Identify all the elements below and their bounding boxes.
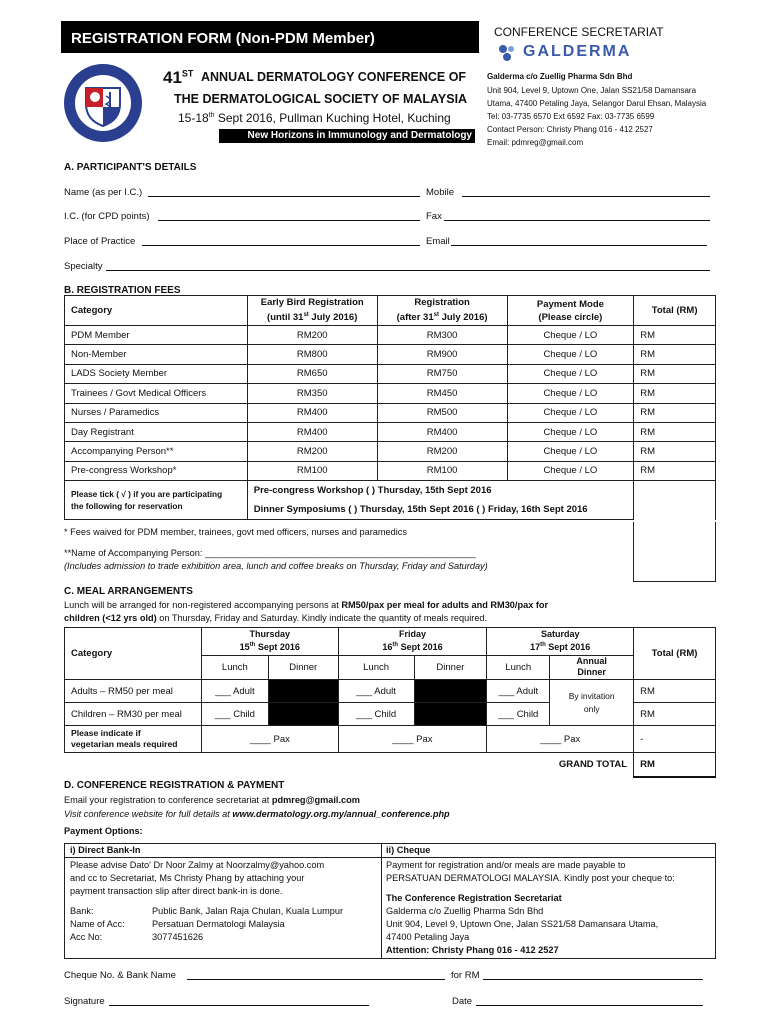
fee-row	[65, 442, 716, 461]
accompanying-name-field[interactable]: **Name of Accompanying Person: _____________________________________________________	[64, 548, 476, 558]
conference-number: 41ST	[163, 68, 194, 87]
ic-label: I.C. (for CPD points)	[64, 211, 150, 222]
fee-cell-mode[interactable]: Cheque / LO	[507, 364, 634, 383]
ic-field[interactable]	[158, 220, 420, 221]
cheque-no-field[interactable]	[187, 979, 445, 980]
fee-cell-reg: RM500	[377, 403, 507, 422]
fri-vegetarian-input[interactable]: ____ Pax	[338, 726, 487, 753]
fee-row	[65, 364, 716, 383]
fee-cell-early: RM800	[247, 345, 377, 364]
fee-cell-mode[interactable]: Cheque / LO	[507, 345, 634, 364]
fee-cell-reg: RM400	[377, 422, 507, 441]
conference-title-line1: ANNUAL DERMATOLOGY CONFERENCE OF	[201, 70, 467, 84]
fri-lunch-header: Lunch	[338, 655, 414, 679]
fee-cell-cat: PDM Member	[65, 326, 248, 345]
meal-col-friday: Friday 16th Sept 2016	[338, 628, 487, 656]
fee-cell-mode[interactable]: Cheque / LO	[507, 442, 634, 461]
fri-dinner-header: Dinner	[414, 655, 487, 679]
fee-cell-reg: RM750	[377, 364, 507, 383]
fee-cell-cat: Pre-congress Workshop*	[65, 461, 248, 480]
fee-cell-reg: RM100	[377, 461, 507, 480]
accompanying-note: (Includes admission to trade exhibition area, lunch and coffee breaks on Thursday, Friday and Saturday)	[64, 561, 488, 571]
secretariat-contact: Contact Person: Christy Phang 016 - 412 2527	[487, 125, 653, 134]
adults-total[interactable]: RM	[634, 680, 716, 703]
email-label: Email	[426, 236, 450, 247]
fee-row	[65, 403, 716, 422]
sat-adult-lunch-input[interactable]: ___ Adult	[487, 680, 550, 703]
grand-total-label: GRAND TOTAL	[65, 753, 634, 777]
adults-row-label: Adults – RM50 per meal	[65, 680, 202, 703]
cheque-box	[381, 843, 716, 959]
fee-cell-total[interactable]: RM	[634, 461, 716, 480]
cheque-instructions: Payment for registration and/or meals are made payable to PERSATUAN DERMATOLOGI MALAYSIA. Kindly post your cheque to:	[386, 860, 675, 883]
for-rm-field[interactable]	[483, 979, 703, 980]
fax-label: Fax	[426, 211, 442, 222]
bank-in-instructions: Please advise Dato' Dr Noor Zalmy at Noorzalmy@yahoo.com and cc to Secretariat, Ms Christy Phang by attaching your payment transaction slip after direct bank-in is done.	[70, 860, 325, 896]
children-row-label: Children – RM30 per meal	[65, 703, 202, 726]
sat-vegetarian-input[interactable]: ____ Pax	[487, 726, 634, 753]
direct-bank-in-box	[64, 843, 382, 959]
fee-row	[65, 345, 716, 364]
meal-col-category: Category	[65, 628, 202, 680]
fee-cell-total[interactable]: RM	[634, 384, 716, 403]
signature-label: Signature	[64, 996, 105, 1007]
annual-dinner-invite-note: By invitation only	[550, 680, 634, 726]
meals-table	[64, 627, 716, 778]
vegetarian-total: -	[634, 726, 716, 753]
section-b-heading: B. REGISTRATION FEES	[64, 285, 181, 296]
email-field[interactable]	[451, 245, 707, 246]
fee-cell-mode[interactable]: Cheque / LO	[507, 403, 634, 422]
fee-cell-total[interactable]: RM	[634, 442, 716, 461]
fee-cell-total[interactable]: RM	[634, 345, 716, 364]
sat-lunch-header: Lunch	[487, 655, 550, 679]
children-total[interactable]: RM	[634, 703, 716, 726]
fee-cell-reg: RM200	[377, 442, 507, 461]
fees-note-waived: * Fees waived for PDM member, trainees, govt med officers, nurses and paramedics	[64, 527, 407, 537]
practice-label: Place of Practice	[64, 236, 136, 247]
email-instruction: Email your registration to conference secretariat at pdmreg@gmail.com	[64, 795, 360, 805]
fee-cell-cat: Day Registrant	[65, 422, 248, 441]
cheque-no-label: Cheque No. & Bank Name	[64, 970, 176, 981]
mobile-field[interactable]	[462, 196, 710, 197]
society-logo	[62, 62, 144, 144]
secretariat-address-1: Unit 904, Level 9, Uptown One, Jalan SS21/58 Damansara	[487, 86, 697, 95]
name-field[interactable]	[148, 196, 420, 197]
practice-field[interactable]	[142, 245, 420, 246]
fee-cell-cat: Trainees / Govt Medical Officers	[65, 384, 248, 403]
fee-cell-cat: Non-Member	[65, 345, 248, 364]
secretariat-heading: CONFERENCE SECRETARIAT	[494, 25, 664, 39]
fee-cell-total[interactable]: RM	[634, 326, 716, 345]
fee-cell-cat: Accompanying Person**	[65, 442, 248, 461]
name-label: Name (as per I.C.)	[64, 187, 143, 198]
fee-cell-reg: RM450	[377, 384, 507, 403]
fees-col-registration: Registration (after 31st July 2016)	[377, 296, 507, 326]
fees-col-total: Total (RM)	[634, 296, 716, 326]
galderma-logo: GALDERMA	[496, 43, 656, 63]
bank-details-labels: Bank: Name of Acc: Acc No:	[70, 906, 125, 942]
sat-child-lunch-input[interactable]: ___ Child	[487, 703, 550, 726]
secretariat-address-2: Utama, 47400 Petaling Jaya, Selangor Darul Ehsan, Malaysia	[487, 99, 707, 108]
fee-row	[65, 326, 716, 345]
fees-total-spacer	[633, 522, 716, 582]
conference-title-line2: THE DERMATOLOGICAL SOCIETY OF MALAYSIA	[174, 92, 468, 106]
fee-cell-reg: RM900	[377, 345, 507, 364]
for-rm-label: for RM	[451, 970, 480, 981]
fee-row	[65, 384, 716, 403]
sat-annual-dinner-header: Annual Dinner	[550, 655, 634, 679]
fee-cell-early: RM350	[247, 384, 377, 403]
fee-cell-early: RM650	[247, 364, 377, 383]
fee-cell-mode[interactable]: Cheque / LO	[507, 326, 634, 345]
fee-cell-early: RM200	[247, 442, 377, 461]
section-d-heading: D. CONFERENCE REGISTRATION & PAYMENT	[64, 780, 285, 791]
bank-in-heading: i) Direct Bank-In	[70, 845, 141, 855]
fee-row	[65, 422, 716, 441]
thu-vegetarian-input[interactable]: ____ Pax	[201, 726, 338, 753]
fees-table	[64, 295, 716, 520]
meal-col-saturday: Saturday 17th Sept 2016	[487, 628, 634, 656]
fri-adult-dinner-blocked	[414, 680, 487, 703]
thu-child-dinner-blocked	[268, 703, 338, 726]
fee-cell-cat: LADS Society Member	[65, 364, 248, 383]
section-c-heading: C. MEAL ARRANGEMENTS	[64, 586, 193, 597]
fee-cell-mode[interactable]: Cheque / LO	[507, 422, 634, 441]
thu-adult-dinner-blocked	[268, 680, 338, 703]
conference-date: 15-18th Sept 2016, Pullman Kuching Hotel, Kuching	[178, 111, 451, 125]
fee-cell-mode[interactable]: Cheque / LO	[507, 461, 634, 480]
fees-col-early: Early Bird Registration (until 31st July 2016)	[247, 296, 377, 326]
grand-total-value[interactable]: RM	[634, 753, 716, 777]
fee-cell-total[interactable]: RM	[634, 422, 716, 441]
conference-tagline: New Horizons in Immunology and Dermatology	[219, 129, 475, 143]
cheque-heading: ii) Cheque	[386, 845, 431, 855]
fax-field[interactable]	[444, 220, 710, 221]
vegetarian-row-label: Please indicate if vegetarian meals required	[65, 726, 202, 753]
fees-col-payment-mode: Payment Mode (Please circle)	[507, 296, 634, 326]
fee-cell-early: RM400	[247, 422, 377, 441]
secretariat-company: Galderma c/o Zuellig Pharma Sdn Bhd	[487, 72, 633, 81]
secretariat-tel: Tel: 03-7735 6570 Ext 6592 Fax: 03-7735 6599	[487, 112, 655, 121]
fee-cell-total[interactable]: RM	[634, 364, 716, 383]
thu-adult-lunch-input[interactable]: ___ Adult	[201, 680, 268, 703]
fee-cell-mode[interactable]: Cheque / LO	[507, 384, 634, 403]
meal-intro-line2: children (<12 yrs old) on Thursday, Friday and Saturday. Kindly indicate the quantity of meals required.	[64, 613, 488, 623]
fees-col-category: Category	[65, 296, 248, 326]
meal-col-total: Total (RM)	[634, 628, 716, 680]
galderma-mark-icon	[496, 44, 518, 62]
tick-label: Please tick ( √ ) if you are participating the following for reservation	[65, 481, 248, 520]
meal-col-thursday: Thursday 15th Sept 2016	[201, 628, 338, 656]
secretariat-email: Email: pdmreg@gmail.com	[487, 138, 584, 147]
form-title: REGISTRATION FORM (Non-PDM Member)	[61, 21, 479, 53]
fee-cell-total[interactable]: RM	[634, 403, 716, 422]
fee-cell-early: RM100	[247, 461, 377, 480]
fee-row	[65, 461, 716, 480]
date-label: Date	[452, 996, 473, 1007]
fri-adult-lunch-input[interactable]: ___ Adult	[338, 680, 414, 703]
thu-lunch-header: Lunch	[201, 655, 268, 679]
fee-cell-early: RM200	[247, 326, 377, 345]
cheque-postal-address: The Conference Registration Secretariat Galderma c/o Zuellig Pharma Sdn Bhd Unit 904, Level 9, Uptown One, Jalan SS21/58 Damansara Utama, 47400 Petaling Jaya Attention: Christy Phang 016 - 412 2527	[386, 893, 659, 955]
thu-child-lunch-input[interactable]: ___ Child	[201, 703, 268, 726]
reservation-options[interactable]: Pre-congress Workshop ( ) Thursday, 15th Sept 2016 Dinner Symposiums ( ) Thursday, 15th Sept 2016 ( ) Friday, 16th Sept 2016	[247, 481, 633, 520]
signature-field[interactable]	[109, 1005, 369, 1006]
fee-cell-reg: RM300	[377, 326, 507, 345]
section-a-heading: A. PARTICIPANT'S DETAILS	[64, 162, 197, 173]
specialty-field[interactable]	[106, 270, 710, 271]
date-field[interactable]	[476, 1005, 703, 1006]
thu-dinner-header: Dinner	[268, 655, 338, 679]
meal-intro-line1: Lunch will be arranged for non-registered accompanying persons at RM50/pax per meal for adults and RM30/pax for	[64, 600, 549, 610]
mobile-label: Mobile	[426, 187, 454, 198]
fri-child-lunch-input[interactable]: ___ Child	[338, 703, 414, 726]
fee-cell-early: RM400	[247, 403, 377, 422]
specialty-label: Specialty	[64, 261, 103, 272]
fee-cell-cat: Nurses / Paramedics	[65, 403, 248, 422]
payment-options-label: Payment Options:	[64, 826, 143, 836]
website-instruction: Visit conference website for full details at www.dermatology.org.my/annual_conference.php	[64, 809, 450, 819]
bank-details-values: Public Bank, Jalan Raja Chulan, Kuala Lumpur Persatuan Dermatologi Malaysia 3077451626	[152, 906, 344, 942]
fri-child-dinner-blocked	[414, 703, 487, 726]
